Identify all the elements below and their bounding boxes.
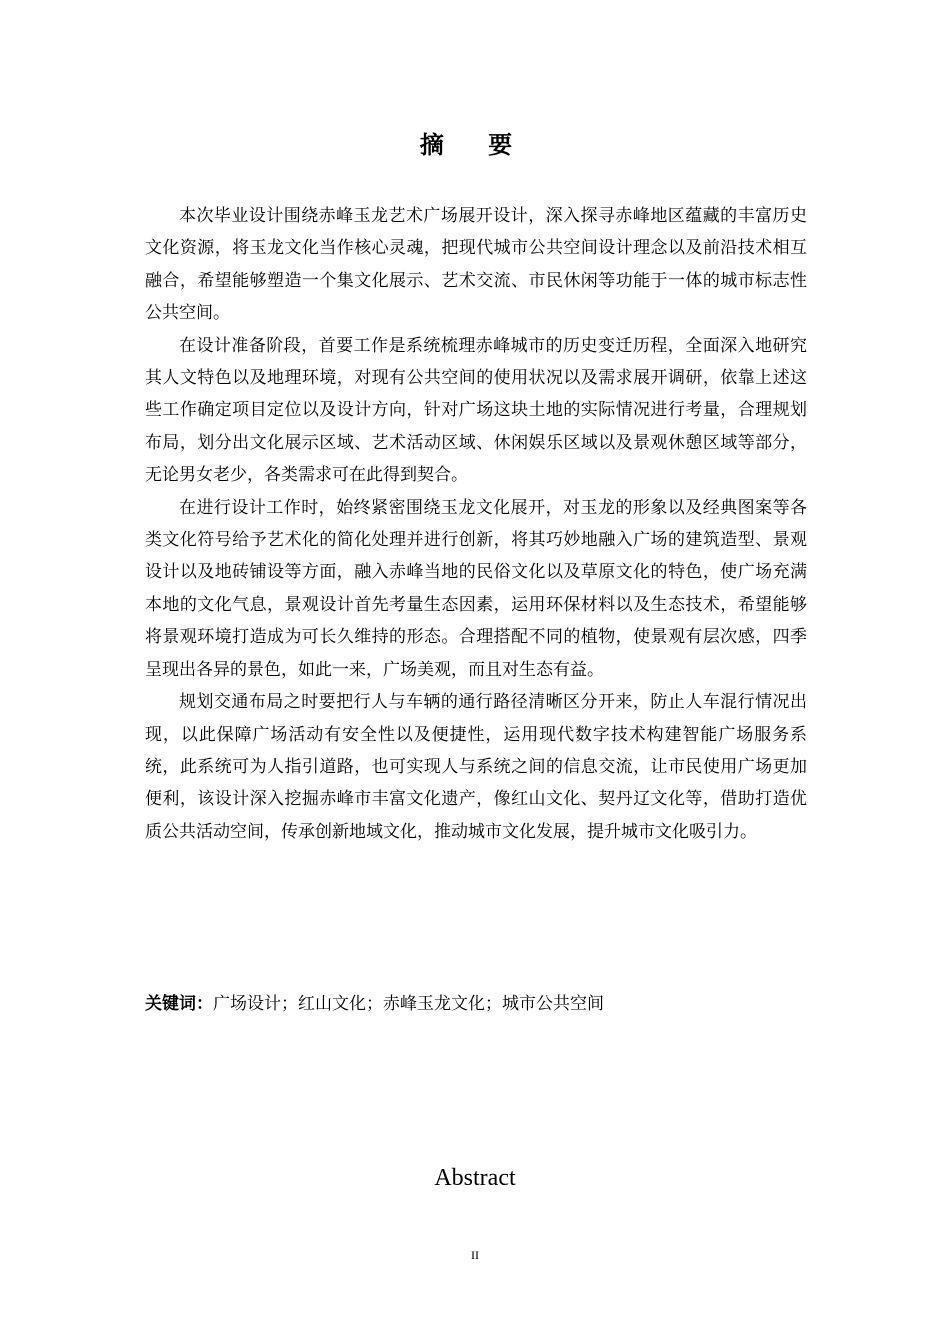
- paragraph-4: 规划交通布局之时要把行人与车辆的通行路径清晰区分开来，防止人车混行情况出现，以此保障广场活动有安全性以及便捷性，运用现代数字技术构建智能广场服务系统，此系统可为人指引道路，也可实现人与系统之间的信息交流，让市民使用广场更加便利，该设计深入挖掘赤峰市丰富文化遗产，像红山文化、契丹辽文化等，借助打造优质公共活动空间，传承创新地域文化，推动城市文化发展，提升城市文化吸引力。: [145, 692, 807, 842]
- keywords-line: [145, 988, 807, 1020]
- page-number: II: [471, 1248, 479, 1262]
- keywords-label: 关键词：: [145, 994, 213, 1014]
- paragraph-3: 在进行设计工作时，始终紧密围绕玉龙文化展开，对玉龙的形象以及经典图案等各类文化符号给予艺术化的简化处理并进行创新，将其巧妙地融入广场的建筑造型、景观设计以及地砖铺设等方面，融入赤峰当地的民俗文化以及草原文化的特色，使广场充满本地的文化气息，景观设计首先考量生态因素，运用环保材料以及生态技术，希望能够将景观环境打造成为可长久维持的形态。合理搭配不同的植物，使景观有层次感，四季呈现出各异的景色，如此一来，广场美观，而且对生态有益。: [145, 497, 807, 680]
- keywords-text: 广场设计；红山文化；赤峰玉龙文化；城市公共空间: [213, 994, 604, 1014]
- abstract-body: [145, 200, 807, 848]
- paragraph-2: 在设计准备阶段，首要工作是系统梳理赤峰城市的历史变迁历程，全面深入地研究其人文特色以及地理环境，对现有公共空间的使用状况以及需求展开调研，依靠上述这些工作确定项目定位以及设计方向，针对广场这块土地的实际情况进行考量，合理规划布局，划分出文化展示区域、艺术活动区域、休闲娱乐区域以及景观休憩区域等部分，无论男女老少，各类需求可在此得到契合。: [145, 335, 807, 486]
- abstract-heading-en: Abstract: [434, 1165, 516, 1191]
- abstract-heading-zh: 摘 要: [419, 131, 531, 159]
- paragraph-1: 本次毕业设计围绕赤峰玉龙艺术广场展开设计，深入探寻赤峰地区蕴藏的丰富历史文化资源，将玉龙文化当作核心灵魂，把现代城市公共空间设计理念以及前沿技术相互融合，希望能够塑造一个集文化展示、艺术交流、市民休闲等功能于一体的城市标志性公共空间。: [145, 206, 807, 324]
